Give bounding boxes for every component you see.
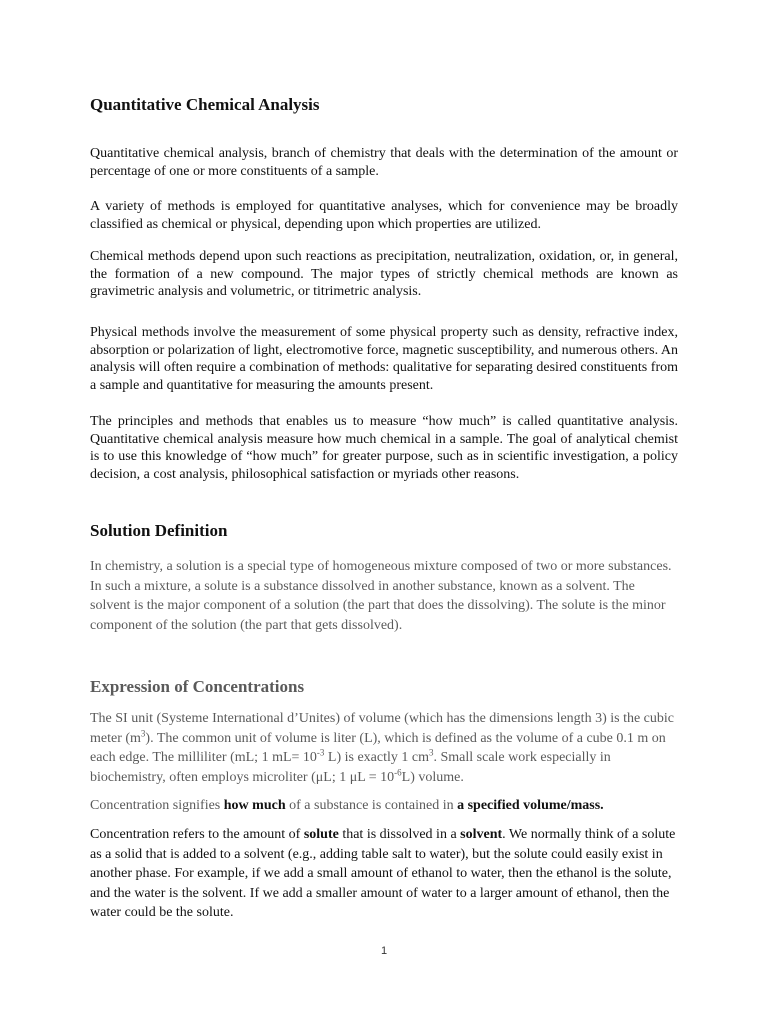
- intro-paragraph-1: Quantitative chemical analysis, branch of chemistry that deals with the determination of the amount or percentage of one or more constituents of a sample.: [90, 146, 678, 179]
- concentration-refers-paragraph: Concentration refers to the amount of solute that is dissolved in a solvent. We normally think of a solute as a solid that is added to a solvent (e.g., adding table salt to water), but the solute could easily exist in another phase. For example, if we add a small amount of ethanol to water, then the ethanol is the solute, and the water is the solvent. If we add a smaller amount of water to a larger amount of ethanol, then the water could be the solute.: [90, 827, 676, 920]
- concentration-signifies-paragraph: Concentration signifies how much of a substance is contained in a specified volume/mass.: [90, 798, 604, 813]
- solution-paragraph: In chemistry, a solution is a special type of homogeneous mixture composed of two or more substances. In such a mixture, a solute is a substance dissolved in another substance, known as a solvent. The solvent is the major component of a solution (the part that does the dissolving). The solute is the minor component of the solution (the part that gets dissolved).: [90, 559, 672, 633]
- intro-paragraph-5: The principles and methods that enables us to measure “how much” is called quantitative analysis. Quantitative chemical analysis measure how much chemical in a sample. The goal of analytical chemist is to use this knowledge of “how much” for greater purpose, such as in scientific investigation, a policy decision, a cost analysis, philosophical satisfaction or myriads other reasons.: [90, 414, 678, 482]
- page-number: 1: [380, 945, 388, 957]
- intro-paragraph-3: Chemical methods depend upon such reactions as precipitation, neutralization, oxidation, or, in general, the formation of a new compound. The major types of strictly chemical methods are known as gravimetric analysis and volumetric, or titrimetric analysis.: [90, 249, 678, 299]
- si-unit-paragraph: The SI unit (Systeme International d’Unites) of volume (which has the dimensions length 3) is the cubic meter $(m^3)$. The common unit of volume is liter (L), which is defined as the volume of a cube 0.1 m on each edge. The milliliter (mL; 1 $mL= 10^{-3}$ L) is exactly 1 $cm^3$. Small scale work especially in biochemistry, often employs microliter (μL; 1 $\mu L = 10^{-6}L$) volume.: [90, 711, 674, 785]
- concentrations-heading: Expression of Concentrations: [90, 677, 305, 696]
- intro-paragraph-4: Physical methods involve the measurement of some physical property such as density, refractive index, absorption or polarization of light, electromotive force, magnetic susceptibility, and numerous others. An analysis will often require a combination of methods: qualitative for separating desired constituents from a sample and quantitative for measuring the amounts present.: [90, 325, 678, 393]
- page-title: Quantitative Chemical Analysis: [90, 95, 320, 114]
- intro-paragraph-2: A variety of methods is employed for quantitative analyses, which for convenience may be broadly classified as chemical or physical, depending upon which properties are utilized.: [90, 199, 678, 232]
- solution-heading: Solution Definition: [90, 521, 228, 540]
